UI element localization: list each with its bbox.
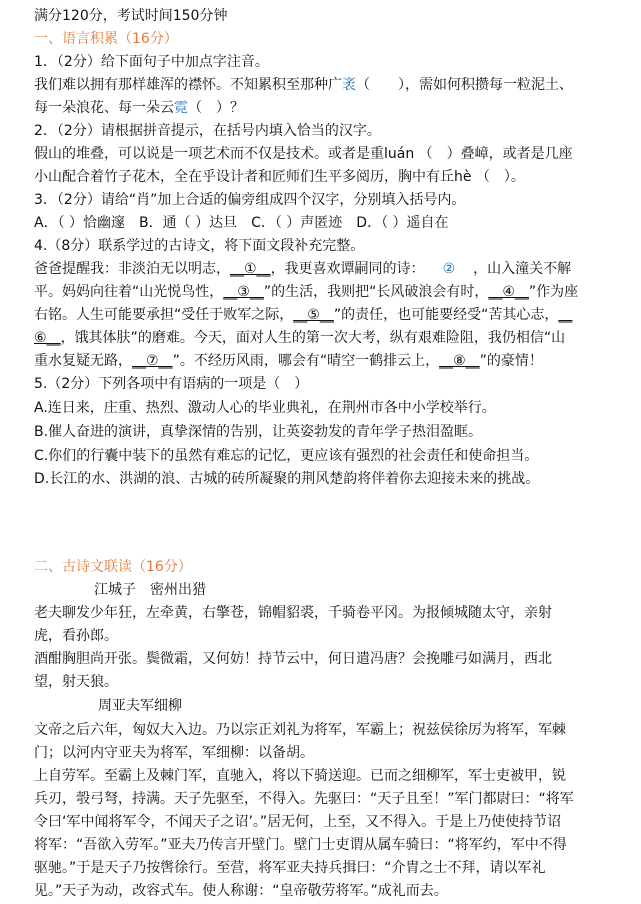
poem-line: 酒酣胸胆尚开张。鬓微霜，又何妨！持节云中，何日遣冯唐？会挽雕弓如满月，西北 [34, 651, 552, 667]
q2-line2: 小山配合着竹子花木，全在乎设计者和匠师们生平多阅历，胸中有丘hè （ ）。 [34, 169, 525, 185]
q4-text: ，我更喜欢谭嗣同的诗： [270, 261, 425, 277]
prose-line: 见。”天子为动，改容式车。使人称谢：“皇帝敬劳将军。”成礼而去。 [34, 883, 448, 899]
q4-blank-4: __④__ [488, 284, 529, 300]
q4-text: 重水复疑无路， [34, 353, 132, 369]
q4-line3 [34, 303, 633, 327]
q4-stem: 4.（8分）联系学过的古诗文，将下面文段补充完整。 [34, 238, 365, 254]
prose-line: 令曰‘军中闻将军令，不闻天子之诏’。”居无何，上至，又不得入。于是上乃使使持节诏 [34, 814, 562, 830]
section1-title: 一、语言积累（16分） [34, 31, 178, 47]
q4-text: ”的豪情！ [479, 353, 543, 369]
poem-line: 望，射天狼。 [34, 674, 118, 690]
q1-line2 [34, 96, 633, 120]
poem-title: 江城子 密州出猎 [94, 582, 206, 598]
q4-line1 [34, 257, 633, 281]
q1-dotted-char-1: 袤 [342, 77, 356, 93]
prose-line: 兵刃，彀弓弩，持满。天子先驱至，不得入。先驱曰：“天子且至！”军门都尉曰：“将军 [34, 791, 574, 807]
q1-text-c: 每一朵浪花、每一朵云 [34, 100, 174, 116]
q1-line1 [34, 73, 633, 97]
q4-text: 爸爸提醒我：非淡泊无以明志， [34, 261, 230, 277]
q1-dotted-char-2: 霓 [174, 100, 188, 116]
prose-line: 文帝之后六年，匈奴大入边。乃以宗正刘礼为将军，军霸上；祝兹侯徐厉为将军，军棘 [34, 722, 566, 738]
prose-line: 将军：“吾欲入劳军。”亚夫乃传言开壁门。壁门士吏谓从属车骑曰：“将军约，军中不得 [34, 837, 567, 853]
q4-blank-7: __⑦__ [132, 353, 173, 369]
q4-text: ，饿其体肤”的磨难。今天，面对人生的第一次大考，纵有艰难险阻，我仍相信“山 [60, 330, 566, 346]
q4-blank-6: ⑥__ [34, 330, 61, 346]
q4-blank-5: __⑤__ [293, 307, 334, 323]
q3-options: A．（ ）恰幽邃 B．通（ ）达旦 C．（ ）声匿迹 D．（ ）遥自在 [34, 215, 449, 231]
q4-blank-6-start: __ [558, 307, 573, 323]
q5-option-c: C.你们的行囊中装下的虽然有难忘的记忆，更应该有强烈的社会责任和使命担当。 [34, 448, 539, 464]
q5-option-a: A.连日来，庄重、热烈、激动人心的毕业典礼，在荆州市各中小学校举行。 [34, 400, 496, 416]
q5-option-d: D.长江的水、洪湖的浪、古城的砖所凝聚的荆风楚韵将伴着你去迎接未来的挑战。 [34, 471, 540, 487]
q4-text: ”的责任，也可能要经受“苦其心志， [333, 307, 559, 323]
poem-line: 老夫聊发少年狂，左牵黄，右擎苍，锦帽貂裘，千骑卷平冈。为报倾城随太守，亲射 [34, 605, 552, 621]
q5-option-b: B.催人奋进的演讲，真挚深情的告别，让英姿勃发的青年学子热泪盈眶。 [34, 424, 483, 440]
q4-blank-3: __③__ [223, 284, 264, 300]
q4-text: ”作为座 [528, 284, 579, 300]
q1-text-d: （ ）？ [188, 100, 244, 116]
q4-line4 [34, 326, 633, 350]
q4-text: ”的生活，我则把“长风破浪会有时， [263, 284, 489, 300]
q4-line5 [34, 349, 633, 373]
q4-text: 平。妈妈向往着“山光悦鸟性， [34, 284, 224, 300]
q4-blank-2: ② [442, 261, 456, 277]
prose-line: 驱驰。”于是天子乃按辔徐行。至营，将军亚夫持兵揖曰：“介胄之士不拜，请以军礼 [34, 860, 546, 876]
q4-text: ”。不经历风雨，哪会有“晴空一鹤排云上， [172, 353, 440, 369]
q1-text-b: （ ），需如何积攒每一粒泥土、 [356, 77, 573, 93]
section2-title: 二、古诗文联读（16分） [34, 559, 192, 575]
q5-stem: 5.（2分）下列各项中有语病的一项是（ ） [34, 376, 309, 392]
q4-text: ，山入潼关不解 [473, 261, 572, 277]
q4-text: 右铭。人生可能要承担“受任于败军之际， [34, 307, 294, 323]
exam-header: 满分120分，考试时间150分钟 [34, 8, 228, 24]
poem-line: 虎，看孙郎。 [34, 628, 118, 644]
q4-blank-8: __⑧__ [439, 353, 480, 369]
q3-stem: 3．（2分）请给“肖”加上合适的偏旁组成四个汉字，分别填入括号内。 [34, 192, 466, 208]
q1-text-a: 我们难以拥有那样雄浑的襟怀。不知累积至那种广 [34, 77, 342, 93]
prose-line: 门；以河内守亚夫为将军，军细柳：以备胡。 [34, 745, 314, 761]
q2-line1: 假山的堆叠，可以说是一项艺术而不仅是技术。或者是重luán （ ）叠嶂，或者是几座 [34, 146, 573, 162]
q4-blank-1: __①__ [230, 261, 271, 277]
prose-title: 周亚夫军细柳 [98, 698, 182, 714]
q4-line2 [34, 280, 633, 304]
q2-stem: 2．（2分）请根据拼音提示，在括号内填入恰当的汉字。 [34, 123, 381, 139]
prose-line: 上自劳军。至霸上及棘门军，直驰入，将以下骑送迎。已而之细柳军，军士吏被甲，锐 [34, 768, 566, 784]
q1-stem: 1．（2分）给下面句子中加点字注音。 [34, 54, 269, 70]
